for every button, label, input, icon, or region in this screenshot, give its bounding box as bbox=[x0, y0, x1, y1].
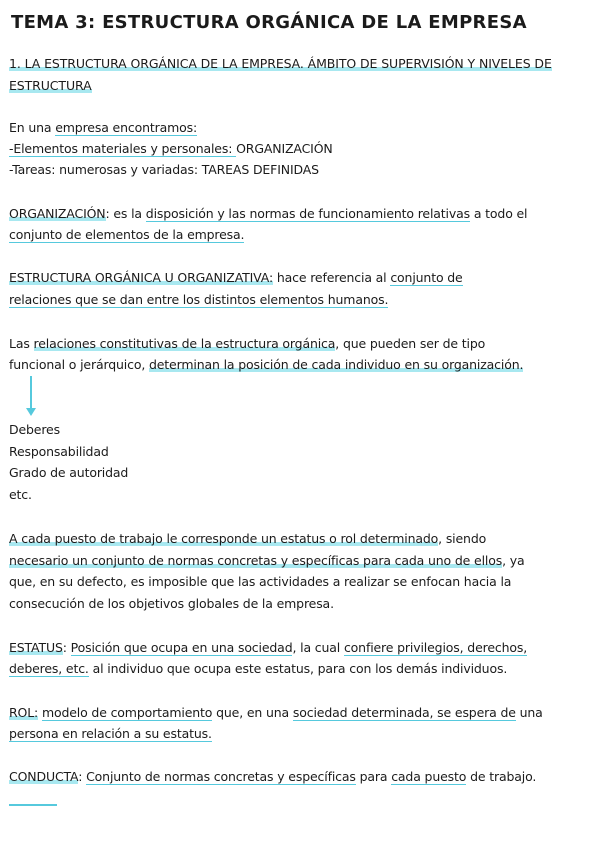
puesto-line-1: A cada puesto de trabajo le corresponde un estatus o rol determinado, siendo bbox=[9, 531, 487, 546]
section-heading-text: 1. LA ESTRUCTURA ORGÁNICA DE LA EMPRESA. ÁMBITO DE SUPERVISIÓN Y NIVELES DE ESTRUCTURA bbox=[9, 56, 552, 93]
list-item: Grado de autoridad bbox=[9, 465, 129, 480]
puesto-line-2: necesario un conjunto de normas concretas y específicas para cada uno de ellos, ya bbox=[9, 553, 525, 568]
list-item: Deberes bbox=[9, 422, 60, 437]
rol-term: ROL: bbox=[9, 705, 39, 720]
rol-line-2: persona en relación a su estatus. bbox=[9, 726, 212, 741]
estructura-line-1: ESTRUCTURA ORGÁNICA U ORGANIZATIVA: hace referencia al conjunto de bbox=[9, 270, 463, 285]
conducta-term: CONDUCTA bbox=[9, 769, 79, 784]
estatus-line-2: deberes, etc. al individuo que ocupa este estatus, para con los demás individuos. bbox=[9, 661, 508, 676]
arrow-down-icon bbox=[30, 376, 32, 412]
page-title: TEMA 3: ESTRUCTURA ORGÁNICA DE LA EMPRESA bbox=[11, 12, 527, 33]
estatus-term: ESTATUS bbox=[9, 640, 63, 655]
intro-line-3: -Tareas: numerosas y variadas: TAREAS DEFINIDAS bbox=[9, 162, 319, 177]
relaciones-line-2: funcional o jerárquico, determinan la posición de cada individuo en su organización. bbox=[9, 357, 524, 372]
section-heading bbox=[9, 53, 594, 97]
list-item: Responsabilidad bbox=[9, 444, 109, 459]
relaciones-line-1: Las relaciones constitutivas de la estructura orgánica, que pueden ser de tipo bbox=[9, 336, 486, 351]
arrow-head-icon bbox=[26, 408, 36, 416]
organizacion-term: ORGANIZACIÓN bbox=[9, 206, 106, 221]
intro-line-1: En una empresa encontramos: bbox=[9, 120, 198, 135]
organizacion-line-2: conjunto de elementos de la empresa. bbox=[9, 227, 245, 242]
puesto-line-4: consecución de los objetivos globales de la empresa. bbox=[9, 596, 334, 611]
estatus-line-1: ESTATUS: Posición que ocupa en una sociedad, la cual confiere privilegios, derechos, bbox=[9, 640, 528, 655]
rol-line-1: ROL: modelo de comportamiento que, en una sociedad determinada, se espera de una bbox=[9, 705, 543, 720]
organizacion-line-1: ORGANIZACIÓN: es la disposición y las normas de funcionamiento relativas a todo el bbox=[9, 206, 528, 221]
decorative-dash bbox=[9, 804, 57, 806]
estructura-line-2: relaciones que se dan entre los distintos elementos humanos. bbox=[9, 292, 389, 307]
puesto-line-3: que, en su defecto, es imposible que las actividades a realizar se enfocan hacia la bbox=[9, 574, 512, 589]
conducta-line: CONDUCTA: Conjunto de normas concretas y específicas para cada puesto de trabajo. bbox=[9, 769, 537, 784]
estructura-term: ESTRUCTURA ORGÁNICA U ORGANIZATIVA: bbox=[9, 270, 274, 285]
intro-line-2: -Elementos materiales y personales: ORGANIZACIÓN bbox=[9, 141, 333, 156]
list-item: etc. bbox=[9, 487, 32, 502]
